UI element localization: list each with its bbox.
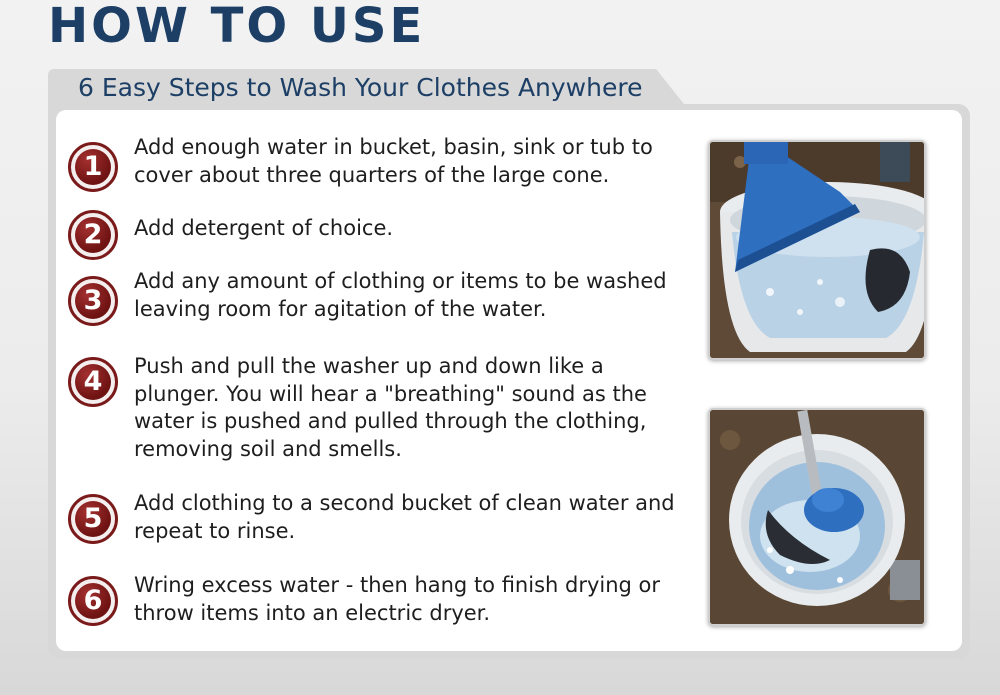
- step-number-badge: [68, 210, 118, 260]
- step-text: Add clothing to a second bucket of clean water and repeat to rinse.: [134, 491, 675, 543]
- step-text: Add any amount of clothing or items to be washed leaving room for agitation of the water.: [134, 269, 667, 321]
- step-number: 5: [75, 501, 111, 537]
- step-number-badge: [68, 276, 118, 326]
- step-text: Wring excess water - then hang to finish drying or throw items into an electric dryer.: [134, 573, 661, 625]
- bucket-cone-illustration: [710, 142, 924, 358]
- step-text: Add enough water in bucket, basin, sink or tub to cover about three quarters of the large cone.: [134, 135, 653, 187]
- bucket-plunger-illustration: [710, 410, 924, 624]
- step-number-badge: [68, 576, 118, 626]
- step-number-badge: [68, 357, 118, 407]
- step-text: Add detergent of choice.: [134, 216, 394, 240]
- photo-bucket-cone: [708, 140, 926, 360]
- step-number-badge: [68, 494, 118, 544]
- step-number: 2: [75, 217, 111, 253]
- page-title: HOW TO USE: [48, 0, 426, 54]
- step-number: 3: [75, 283, 111, 319]
- step-number-badge: [68, 142, 118, 192]
- subtitle-text: 6 Easy Steps to Wash Your Clothes Anywhere: [78, 73, 643, 102]
- photo-bucket-plunger: [708, 408, 926, 626]
- step-number: 4: [75, 364, 111, 400]
- step-number: 6: [75, 583, 111, 619]
- step-number: 1: [75, 149, 111, 185]
- step-text: Push and pull the washer up and down like a plunger. You will hear a "breathing" sound as the water is pushed and pulled through the clothing, removing soil and smells.: [134, 354, 647, 461]
